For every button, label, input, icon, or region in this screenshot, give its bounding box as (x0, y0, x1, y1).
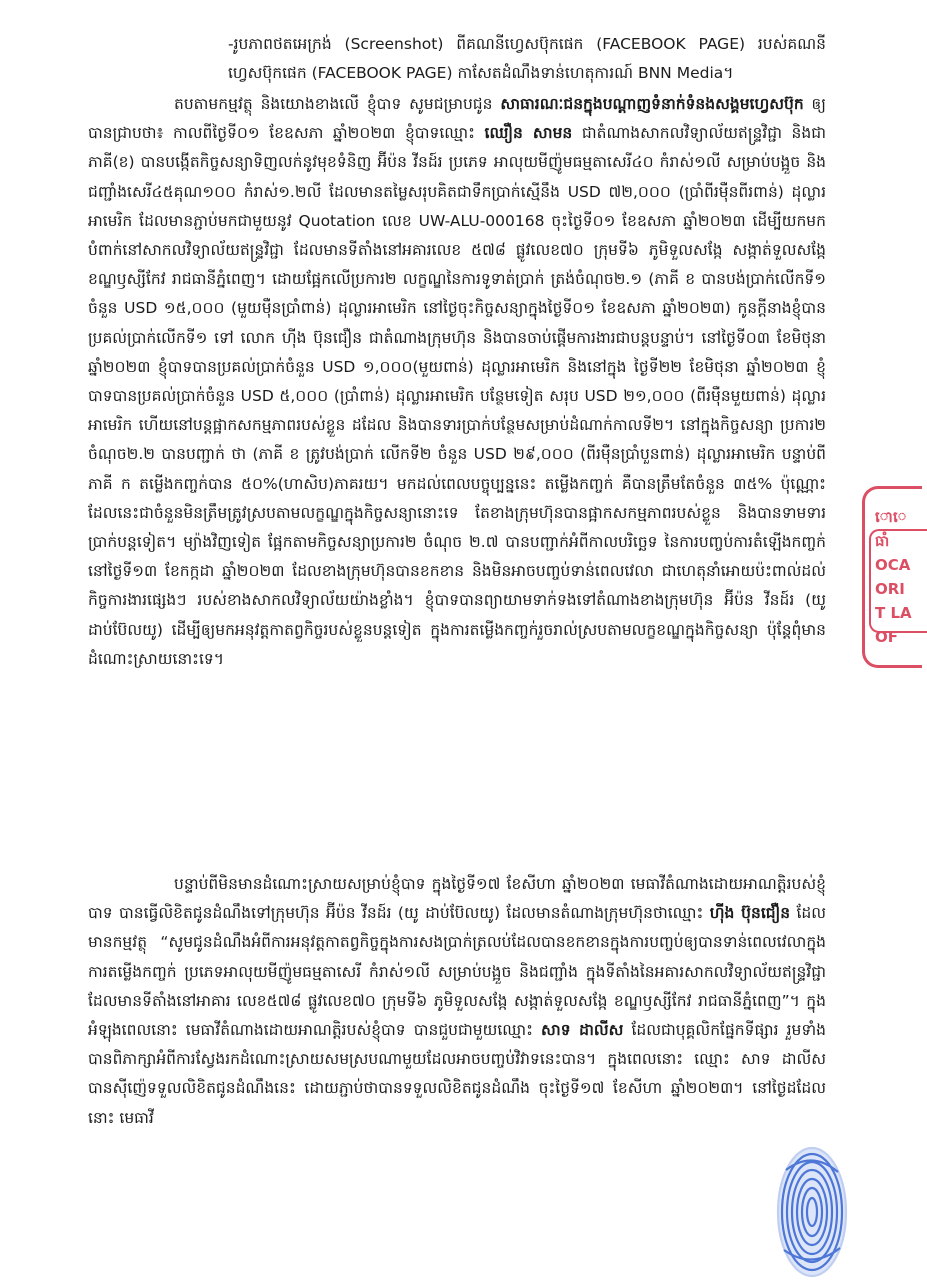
paragraph-2-bold-representative: ហ៊ីង ប៊ុនជឿន (709, 904, 791, 923)
intro-paragraph (228, 30, 826, 88)
seal-inner-ring (869, 529, 927, 633)
red-seal-stamp: ោេ ធាំ OCA ORI T LA OF (862, 486, 922, 668)
paragraph-1 (88, 90, 826, 674)
intro-text: -រូបភាពថតអេក្រង់ (Screenshot) ពីគណនីហ្វេសប៊ុកផេក (FACEBOOK PAGE) របស់គណនីហ្វេសប៊ុកផេក (FACEBOOK PAGE) កាសែតដំណឹងទាន់ហេតុការណ៍ BNN Media។ (228, 35, 826, 83)
paragraph-1-text-b: ឲ្យបានជ្រាបថា៖ កាលពីថ្ងៃទី០១ ខែឧសភា ឆ្នាំ២០២៣ ខ្ញុំបាទឈ្មោះ (88, 95, 826, 143)
paragraph-2-bold-staff: សាទ ដាលីស (541, 1021, 624, 1040)
paragraph-1-text-a: តបតាមកម្មវត្ថុ និងយោងខាងលើ ខ្ញុំបាទ សូមជម្រាបជូន (174, 95, 501, 113)
paragraph-1-bold-audience: សាធារណៈជនក្នុងបណ្តាញទំនាក់ទំនងសង្គមហ្វេសប៊ុក (500, 95, 804, 113)
paragraph-2-text-c: ដែលជាបុគ្គលិកផ្នែកទីផ្សារ រួមទាំងបានពិភាក្សាអំពីការស្វែងរកដំណោះស្រាយសមស្របណាមួយដែលអាចបញ្ចប់វិវាទនេះបាន។ ក្នុងពេលនោះ ឈ្មោះ សាទ ដាលីស បានស៊ីញ៉េទទួលលិខិតជូនដំណឹងនេះ ដោយភ្ជាប់ថាបានទទួលលិខិតជូនដំណឹង ចុះថ្ងៃទី១៧ ខែសីហា ឆ្នាំ២០២៣។ នៅថ្ងៃដដែលនោះ មេធាវី (88, 1021, 826, 1127)
paragraph-2-text-b: ដែលមានកម្មវត្ថុ “សូមជូនដំណឹងអំពីការអនុវត្តកាតព្វកិច្ចក្នុងការសងប្រាក់ត្រលប់ដែលបានខកខានក្នុងការបញ្ចប់ឲ្យបានទាន់ពេលវេលាក្នុងការតម្លើងកញ្ចក់ ប្រភេទអាលុយមីញ៉ូមធម្មតាសេរី កំរាស់១លី សម្រាប់បង្អួច និងជញ្ជាំង ក្នុងទីតាំងនៃអគារសាកលវិទ្យាល័យឥន្ទ្រវិជ្ជា ដែលមានទីតាំងនៅអាគារ លេខ៥៧៨ ផ្លូវលេខ៧០ ក្រុមទី៦ ភូមិទួលសង្កែ សង្កាត់ទួលសង្កែ ខណ្ឌឫស្សីកែវ រាជធានីភ្នំពេញ”។ ក្នុងអំឡុងពេលនោះ មេធាវីតំណាងដោយអាណត្តិរបស់ខ្ញុំបាទ បានជួបជាមួយឈ្មោះ (88, 904, 827, 1040)
paragraph-1-bold-name: ឈឿន សាមន (484, 124, 573, 143)
paragraph-2-text-a: បន្ទាប់ពីមិនមានដំណោះស្រាយសម្រាប់ខ្ញុំបាទ ក្នុងថ្ងៃទី១៧ ខែសីហា ឆ្នាំ២០២៣ មេធាវីតំណាងដោយអាណត្តិរបស់ខ្ញុំបាទ បានធ្វើលិខិតជូនដំណឹងទៅក្រុមហ៊ុន អ៊ីប៉ន វីនដ៍រ (យូ ដាប់ប៊ែលយូ) ដែលមានតំណាងក្រុមហ៊ុនថាឈ្មោះ (88, 875, 826, 923)
paragraph-1-text-c: ជាតំណាងសាកលវិទ្យាល័យឥន្ទ្រវិជ្ជា និងជាភាគី(ខ) បានបង្កើតកិច្ចសន្យាទិញលក់នូវមុខទំនិញ អ៊ីប៉ន វីនដ៍រ ប្រភេទ អាលុយមីញ៉ូមធម្មតាសេរី៤០ កំរាស់១លី សម្រាប់បង្អួច និងជញ្ជាំងសេរី៤៥គុណ១០០ កំរាស់១.២លី ដែលមានតម្លៃសរុបគិតជាទឹកប្រាក់ស្មើនឹង USD ៧២,០០០ (ប្រាំពីរម៉ឺនពីរពាន់) ដុល្លារអាមេរិក ដែលមានភ្ជាប់មកជាមួយនូវ Quotation លេខ UW-ALU-000168 ចុះថ្ងៃទី០១ ខែឧសភា ឆ្នាំ២០២៣ ដើម្បីយកមកបំពាក់នៅសាកលវិទ្យាល័យឥន្ទ្រវិជ្ជា ដែលមានទីតាំងនៅអគារលេខ ៥៧៨ ផ្លូវលេខ៧០ ក្រុមទី៦ ភូមិទួលសង្កែ សង្កាត់ទួលសង្កែ ខណ្ឌឫស្សីកែវ រាជធានីភ្នំពេញ។ ដោយផ្អែកលើប្រការ២ លក្ខណ្ឌនៃការទូទាត់ប្រាក់ ត្រង់ចំណុច២.១ (ភាគី ខ បានបង់ប្រាក់លើកទី១ ចំនួន USD ១៥,០០០ (មួយម៉ឺនប្រាំពាន់) ដុល្លារអាមេរិក នៅថ្ងៃចុះកិច្ចសន្យាក្នុងថ្ងៃទី០១ ខែឧសភា ឆ្នាំ២០២៣) កូនក្តីនាងខ្ញុំបានប្រគល់ប្រាក់លើកទី១ ទៅ លោក ហ៊ីង ប៊ុនជឿន ជាតំណាងក្រុមហ៊ុន និងបានចាប់ផ្តើមការងារជាបន្តបន្ទាប់។ នៅថ្ងៃទី០៣ ខែមិថុនា ឆ្នាំ២០២៣ ខ្ញុំបាទបានប្រគល់ប្រាក់ចំនួន USD ១,០០០(មួយពាន់) ដុល្លារអាមេរិក និងនៅក្នុង ថ្ងៃទី២២ ខែមិថុនា ឆ្នាំ២០២៣ ខ្ញុំបាទបានប្រគល់ប្រាក់ចំនួន USD ៥,០០០ (ប្រាំពាន់) ដុល្លារអាមេរិក បន្ថែមទៀត សរុប USD ២១,០០០ (ពីរម៉ឺនមួយពាន់) ដុល្លារអាមេរិក ហើយនៅបន្តផ្អាកសកម្មភាពរបស់ខ្លួន ដដែល និងបានទារប្រាក់បន្ថែមសម្រាប់ដំណាក់កាលទី២។ នៅក្នុងកិច្ចសន្យា ប្រការ២ ចំណុច២.២ បានបញ្ជាក់ ថា (ភាគី ខ ត្រូវបង់ប្រាក់ លើកទី២ ចំនួន USD ២៩,០០០ (ពីរម៉ឺនប្រាំបួនពាន់) ដុល្លារអាមេរិក បន្ទាប់ពីភាគី ក តម្លើងកញ្ចក់បាន ៥០%(ហាសិប)ភាគរយ។ មកដល់ពេលបច្ចុប្បន្ននេះ តម្លើងកញ្ចក់ គឺបានត្រឹមតែចំនួន ៣៥% ប៉ុណ្ណោះ ដែលនេះជាចំនួនមិនត្រឹមត្រូវស្របតាមលក្ខណ្ឌក្នុងកិច្ចសន្យានោះទេ តែខាងក្រុមហ៊ុនបានផ្អាកសកម្មភាពរបស់ខ្លួន និងបានទាមទារប្រាក់បន្តទៀត។ ម្យ៉ាងវិញទៀត ផ្អែកតាមកិច្ចសន្យាប្រការ២ ចំណុច ២.៧ បានបញ្ជាក់អំពីកាលបរិច្ឆេទ នៃការបញ្ចប់ការតំឡើងកញ្ចក់នៅថ្ងៃទី១៣ ខែកក្កដា ឆ្នាំ២០២៣ ដែលខាងក្រុមហ៊ុនបានខកខាន និងមិនអាចបញ្ចប់ទាន់ពេលវេលា ជាហេតុនាំអោយប៉ះពាល់ដល់កិច្ចការងារផ្សេងៗ របស់ខាងសាកលវិទ្យាល័យយ៉ាងខ្លាំង។ ខ្ញុំបាទបានព្យាយាមទាក់ទងទៅតំណាងខាងក្រុមហ៊ុន អ៊ីប៉ន វីនដ៍រ (យូ ដាប់ប៊ែលយូ) ដើម្បីឲ្យមកអនុវត្តកាតព្វកិច្ចរបស់ខ្លួនបន្តទៀត ក្នុងការតម្លើងកញ្ចក់រួចរាល់ស្របតាមលក្ខខណ្ឌក្នុងកិច្ចសន្យា ប៉ុន្តែពុំមានដំណោះស្រាយនោះទេ។ (88, 124, 826, 668)
fingerprint-icon (768, 1130, 848, 1280)
paragraph-2 (88, 870, 826, 1133)
